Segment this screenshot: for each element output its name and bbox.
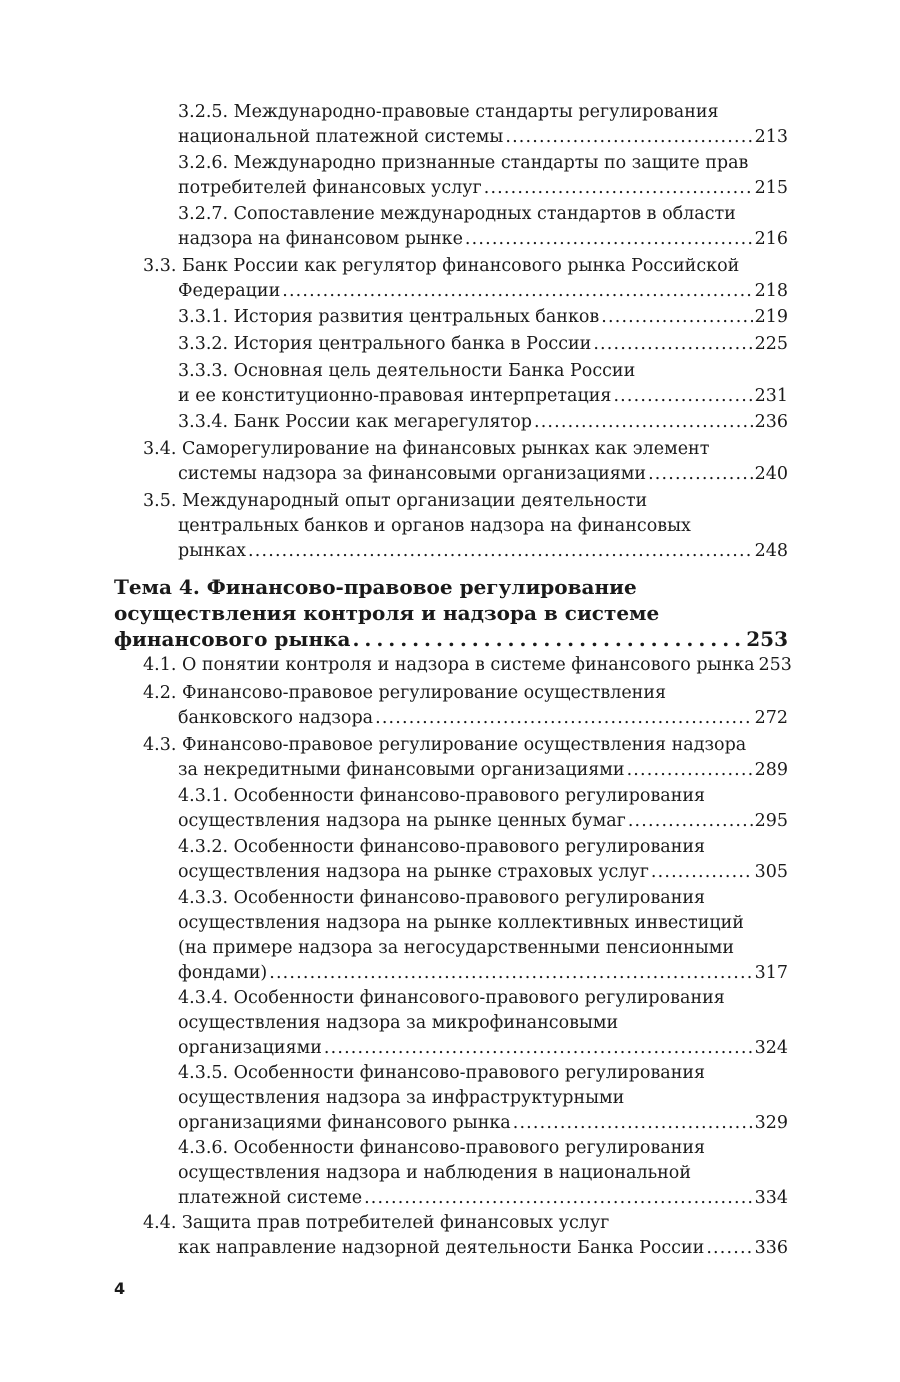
page-ref: 295 (754, 811, 788, 831)
page-number: 4 (114, 1279, 126, 1298)
toc-entry-last-line (143, 758, 788, 783)
toc-entry-3-2-7 (178, 202, 788, 252)
toc-entry-4-3-3 (178, 886, 788, 986)
page-ref: 248 (754, 541, 788, 561)
page-ref: 216 (754, 229, 788, 249)
toc-topic-4-heading (114, 574, 788, 652)
dot-leader (248, 539, 753, 564)
toc-entry-text: осуществления надзора за микрофинансовыми (178, 1013, 619, 1033)
toc-entry-text: центральных банков и органов надзора на финансовых (178, 516, 691, 536)
toc-entry-3-2-5 (178, 100, 788, 150)
toc-entry-4-3-5 (178, 1061, 788, 1136)
toc-entry-text: 4.4. Защита прав потребителей финансовых услуг (143, 1213, 610, 1233)
page-ref: 218 (754, 281, 788, 301)
toc-topic-last-line (114, 626, 788, 652)
dot-leader (601, 305, 752, 330)
toc-entry-text: 3.4. Саморегулирование на финансовых рынках как элемент (143, 439, 710, 459)
dot-leader (613, 384, 752, 409)
toc-entry-text: Федерации (178, 281, 281, 301)
toc-entry-text: рынках (178, 541, 247, 561)
dot-leader (269, 961, 752, 986)
toc-topic-text: финансового рынка (114, 627, 351, 651)
toc-entry-4-3-1 (178, 784, 788, 834)
toc-entry-text: осуществления надзора за инфраструктурными (178, 1088, 625, 1108)
toc-entry-text: 3.2.5. Международно-правовые стандарты регулирования (178, 102, 719, 122)
toc-entry-text: 4.3.4. Особенности финансового-правового регулирования (178, 988, 725, 1008)
page-ref: 289 (754, 760, 788, 780)
toc-entry-3-3-3 (178, 359, 788, 409)
toc-entry-4-3 (143, 733, 788, 783)
toc-entry-text: надзора на финансовом рынке (178, 229, 463, 249)
toc-entry-text: 4.3.3. Особенности финансово-правового регулирования (178, 888, 706, 908)
toc-entry-text: платежной системе (178, 1188, 363, 1208)
page-ref: 225 (754, 334, 788, 354)
dot-leader (505, 125, 752, 150)
toc-entry-3-2-6 (178, 151, 788, 201)
toc-entry-text: 4.3.6. Особенности финансово-правового регулирования (178, 1138, 706, 1158)
page-ref: 231 (754, 386, 788, 406)
toc-entry-text: 4.3. Финансово-правовое регулирование осуществления надзора (143, 735, 747, 755)
toc-entry-text: 4.1. О понятии контроля и надзора в системе финансового рынка (143, 655, 755, 675)
toc-entry-text: 4.3.2. Особенности финансово-правового регулирования (178, 837, 706, 857)
toc-entry-last-line (178, 125, 788, 150)
page-ref: 253 (758, 655, 792, 675)
toc-entry-last-line (178, 1036, 788, 1061)
toc-entry-text: (на примере надзора за негосударственными пенсионными (178, 938, 735, 958)
toc-entry-4-4 (143, 1211, 788, 1261)
dot-leader (324, 1036, 753, 1061)
toc-entry-4-3-2 (178, 835, 788, 885)
toc-entry-4-3-4 (178, 986, 788, 1061)
toc-entry-4-2 (143, 681, 788, 731)
dot-leader (465, 227, 753, 252)
toc-entry-last-line (143, 539, 788, 564)
page-ref: 240 (754, 464, 788, 484)
toc-entry-text: организациями финансового рынка (178, 1113, 511, 1133)
toc-entry-text: потребителей финансовых услуг (178, 178, 482, 198)
dot-leader (484, 176, 753, 201)
toc-entry-text: фондами) (178, 963, 268, 983)
dot-leader (651, 860, 753, 885)
page-ref: 219 (754, 307, 788, 327)
toc-entry-text: и ее конституционно-правовая интерпретация (178, 386, 612, 406)
toc-entry-text: как направление надзорной деятельности Банка России (178, 1238, 705, 1258)
toc-entry-last-line (143, 653, 792, 678)
toc-entry-3-3-4 (178, 410, 788, 435)
toc-entry-text: 4.3.1. Особенности финансово-правового регулирования (178, 786, 706, 806)
dot-leader (534, 410, 753, 435)
toc-entry-last-line (178, 1186, 788, 1211)
toc-entry-last-line (178, 176, 788, 201)
toc-entry-text: 3.3.3. Основная цель деятельности Банка России (178, 361, 636, 381)
toc-entry-text: осуществления надзора на рынке коллективных инвестиций (178, 913, 744, 933)
toc-entry-3-5 (143, 489, 788, 564)
toc-entry-text: 3.5. Международный опыт организации деятельности (143, 491, 648, 511)
toc-entry-text: национальной платежной системы (178, 127, 504, 147)
toc-entry-last-line (143, 279, 788, 304)
toc-entry-last-line (143, 1236, 788, 1261)
toc-entry-last-line (178, 809, 788, 834)
toc-entry-text: системы надзора за финансовыми организациями (178, 464, 647, 484)
page-ref: 305 (754, 862, 788, 882)
page-ref: 317 (754, 963, 788, 983)
toc-entry-last-line (178, 305, 788, 330)
toc-entry-text: 3.3.2. История центрального банка в России (178, 334, 592, 354)
toc-entry-text: за некредитными финансовыми организациями (178, 760, 625, 780)
toc-entry-text: осуществления надзора и наблюдения в национальной (178, 1163, 691, 1183)
toc-entry-3-3 (143, 254, 788, 304)
toc-entry-text: 3.2.7. Сопоставление международных стандартов в области (178, 204, 736, 224)
toc-entry-3-3-2 (178, 332, 788, 357)
dot-leader (282, 279, 752, 304)
toc-entry-text: 4.3.5. Особенности финансово-правового регулирования (178, 1063, 706, 1083)
dot-leader (375, 706, 753, 731)
toc-entry-4-1 (143, 653, 792, 678)
toc-entry-3-3-1 (178, 305, 788, 330)
toc-entry-text: осуществления надзора на рынке ценных бумаг (178, 811, 626, 831)
page-ref: 336 (754, 1238, 788, 1258)
toc-entry-last-line (178, 332, 788, 357)
toc-entry-text: 3.3.4. Банк России как мегарегулятор (178, 412, 532, 432)
toc-entry-last-line (178, 410, 788, 435)
dot-leader (648, 462, 753, 487)
page-ref: 324 (754, 1038, 788, 1058)
toc-entry-last-line (178, 1111, 788, 1136)
page-ref: 272 (754, 708, 788, 728)
page-ref: 215 (754, 178, 788, 198)
toc-entry-last-line (178, 227, 788, 252)
dot-leader (364, 1186, 753, 1211)
toc-entry-last-line (143, 462, 788, 487)
toc-entry-3-4 (143, 437, 788, 487)
page-ref: 329 (754, 1113, 788, 1133)
toc-topic-text: Тема 4. Финансово-правовое регулирование (114, 575, 637, 599)
dot-leader (513, 1111, 753, 1136)
toc-entry-last-line (178, 961, 788, 986)
toc-entry-text: 3.3.1. История развития центральных банков (178, 307, 600, 327)
toc-entry-4-3-6 (178, 1136, 788, 1211)
page-ref: 334 (754, 1188, 788, 1208)
toc-entry-text: 3.2.6. Международно признанные стандарты по защите прав (178, 153, 749, 173)
dot-leader (627, 758, 753, 783)
dot-leader (353, 626, 745, 652)
toc-entry-text: банковского надзора (178, 708, 374, 728)
page-ref: 236 (754, 412, 788, 432)
toc-entry-text: организациями (178, 1038, 322, 1058)
toc-topic-text: осуществления контроля и надзора в системе (114, 601, 660, 625)
dot-leader (628, 809, 753, 834)
toc-entry-text: 3.3. Банк России как регулятор финансового рынка Российской (143, 256, 740, 276)
page-ref: 253 (746, 627, 788, 651)
toc-entry-last-line (178, 384, 788, 409)
toc-entry-text: осуществления надзора на рынке страховых услуг (178, 862, 649, 882)
page-ref: 213 (754, 127, 788, 147)
toc-entry-last-line (178, 860, 788, 885)
toc-entry-text: 4.2. Финансово-правовое регулирование осуществления (143, 683, 667, 703)
dot-leader (706, 1236, 752, 1261)
dot-leader (593, 332, 752, 357)
toc-entry-last-line (143, 706, 788, 731)
